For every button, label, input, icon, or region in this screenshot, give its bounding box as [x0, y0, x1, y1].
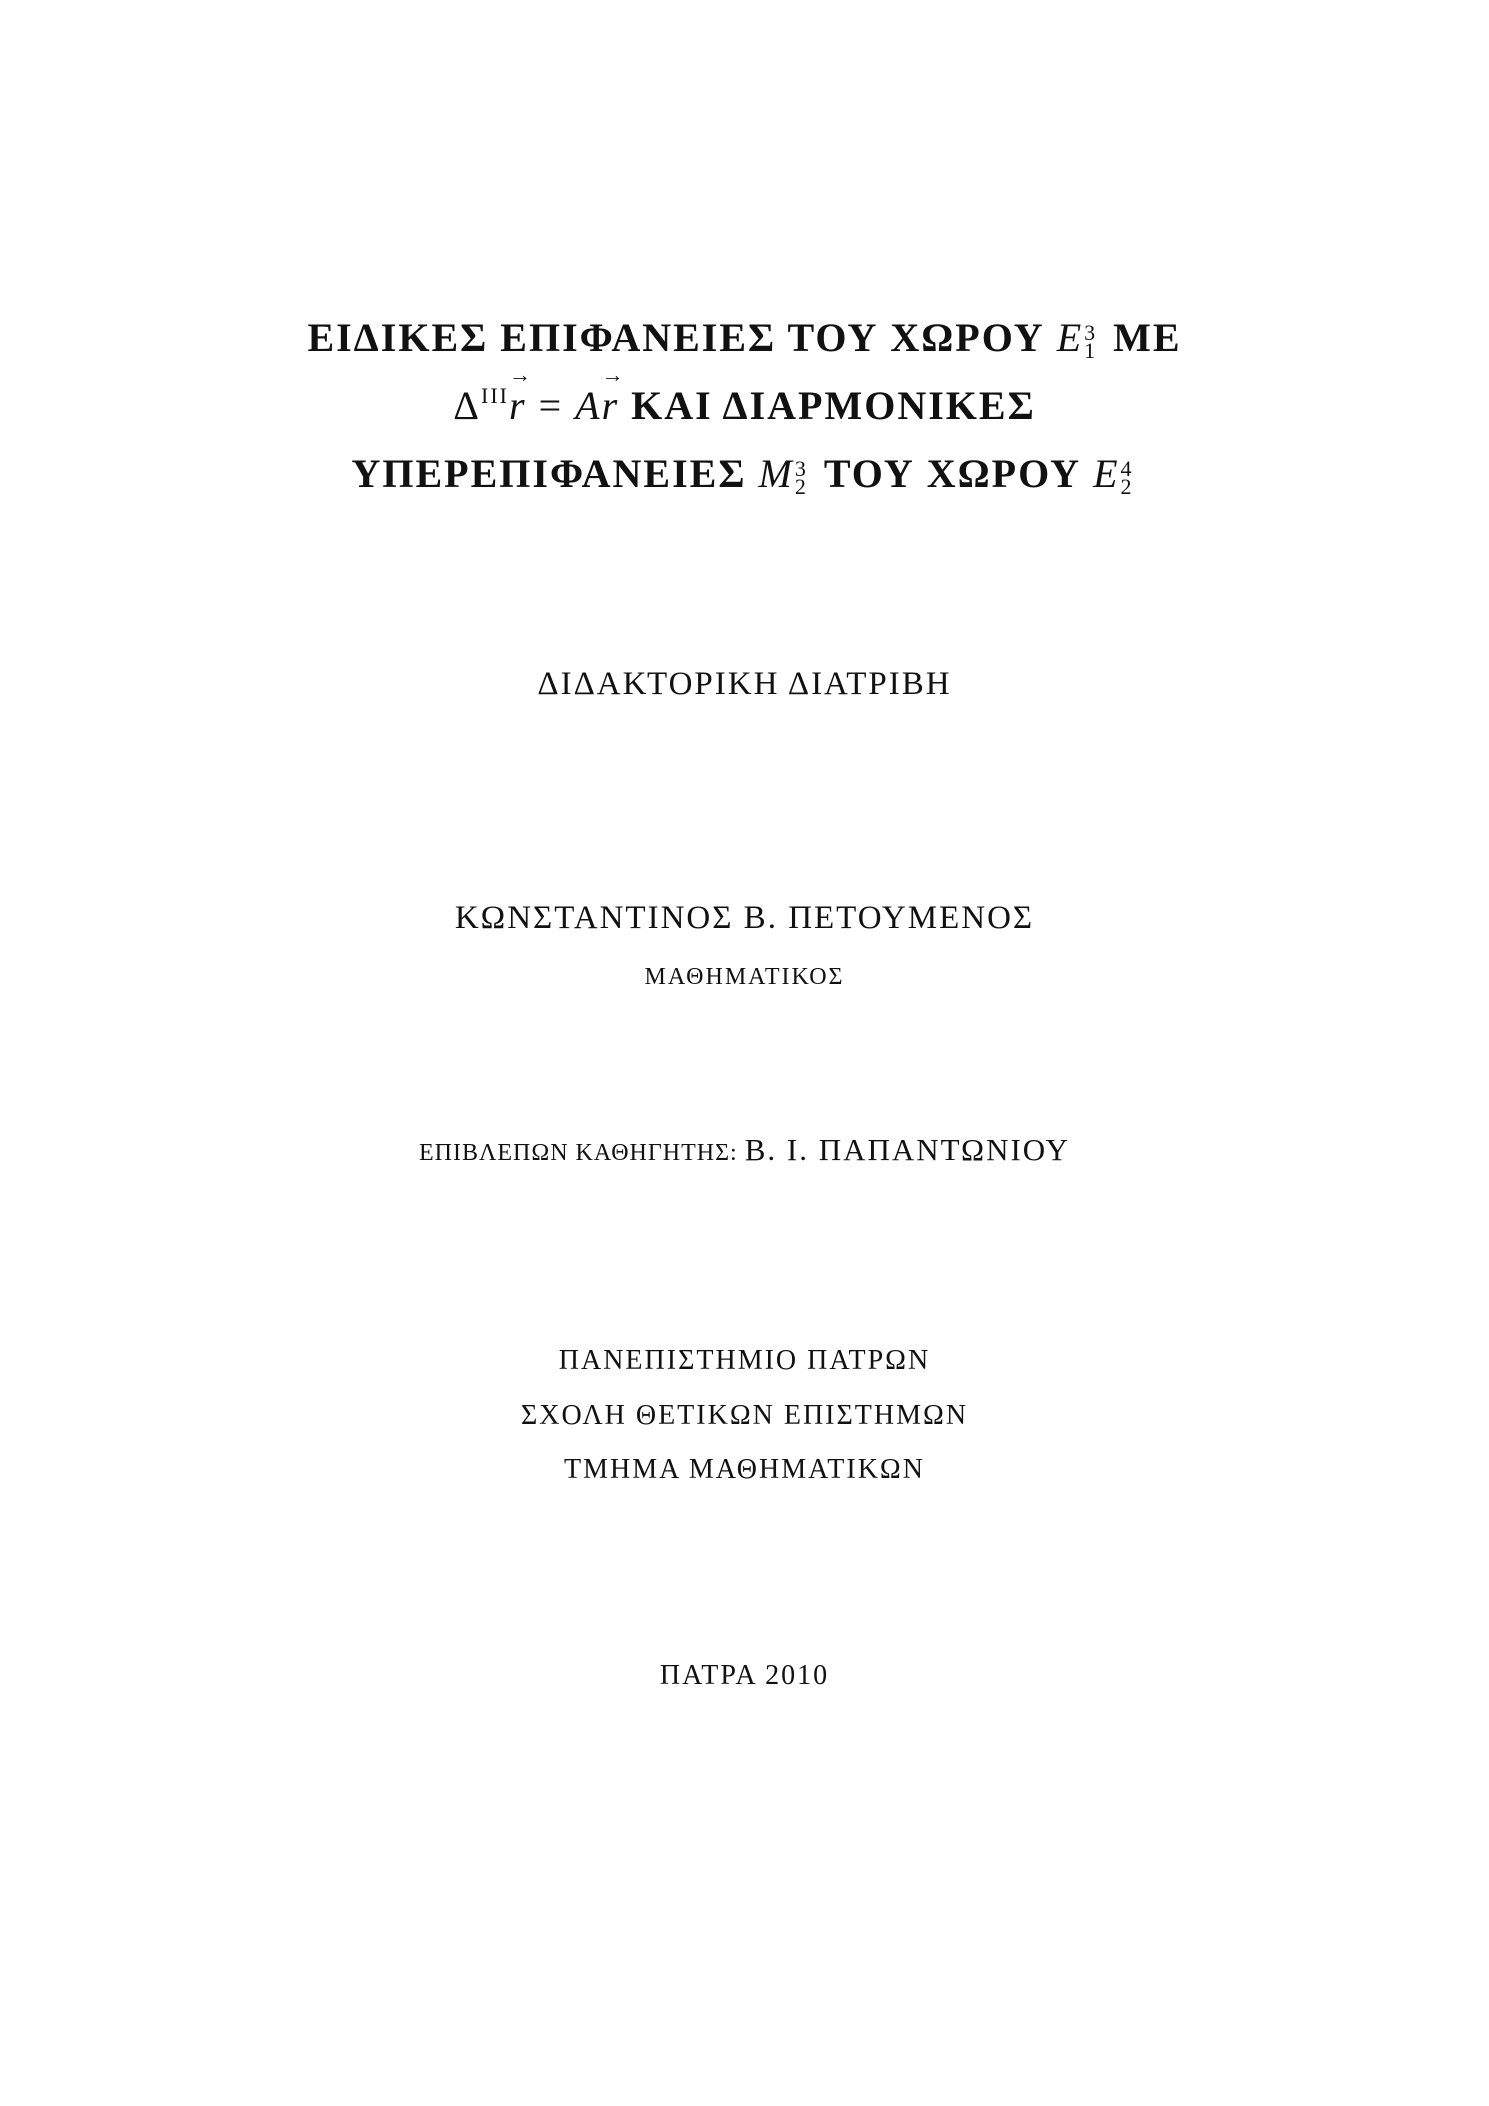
author-profession: ΜΑΘΗΜΑΤΙΚΟΣ: [644, 964, 845, 990]
equals-sign: =: [538, 383, 564, 428]
formula: [453, 383, 619, 428]
space-symbol-e31: [1056, 315, 1101, 363]
title-line-2: [0, 383, 1489, 428]
title-line-2-text: ΚΑΙ ΔΙΑΡΜΟΝΙΚΕΣ: [631, 383, 1036, 428]
manifold-m: M: [758, 451, 794, 496]
thesis-type: ΔΙΔΑΚΤΟΡΙΚΗ ΔΙΑΤΡΙΒΗ: [537, 666, 952, 702]
space-e-sub: 1: [1084, 337, 1098, 363]
space-e-sup: 3: [1084, 319, 1098, 345]
supervisor-line: [0, 1132, 1489, 1168]
manifold-m-sub: 2: [794, 473, 808, 499]
department: ΤΜΗΜΑ ΜΑΘΗΜΑΤΙΚΩΝ: [564, 1454, 925, 1485]
manifold-m-indices: [794, 455, 808, 499]
title-line-1: [0, 315, 1489, 363]
title-line-1-text: ΕΙΔΙΚΕΣ ΕΠΙΦΑΝΕΙΕΣ ΤΟΥ ΧΩΡΟΥ: [307, 315, 1045, 360]
author-name: ΚΩΝΣΤΑΝΤΙΝΟΣ Β. ΠΕΤΟΥΜΕΝΟΣ: [454, 900, 1035, 936]
place-date: ΠΑΤΡΑ 2010: [659, 1660, 830, 1691]
vector-r: r →: [509, 386, 527, 426]
space-e-4-indices: [1120, 455, 1134, 499]
title-line-3-mid: ΤΟΥ ΧΩΡΟΥ: [823, 451, 1082, 496]
space-e-4-sup: 4: [1120, 455, 1134, 481]
university: ΠΑΝΕΠΙΣΤΗΜΙΟ ΠΑΤΡΩΝ: [558, 1345, 931, 1376]
manifold-m-sup: 3: [794, 455, 808, 481]
title-line-1-end: ΜΕ: [1113, 315, 1182, 360]
title-line-3: [0, 451, 1489, 499]
space-e-indices: [1084, 319, 1098, 363]
manifold-symbol-m32: [758, 451, 812, 499]
vector-r-2: r →: [602, 386, 620, 426]
space-e-4: E: [1093, 451, 1120, 496]
space-e: E: [1056, 315, 1084, 360]
supervisor-label: ΕΠΙΒΛΕΠΩΝ ΚΑΘΗΓΗΤΗΣ:: [418, 1140, 738, 1166]
delta-symbol: Δ: [453, 383, 481, 428]
space-e-4-sub: 2: [1120, 473, 1134, 499]
constant-a: A: [575, 383, 602, 428]
school: ΣΧΟΛΗ ΘΕΤΙΚΩΝ ΕΠΙΣΤΗΜΩΝ: [520, 1400, 969, 1431]
delta-superscript: III: [481, 383, 509, 408]
space-symbol-e42: [1093, 451, 1137, 499]
supervisor-name: Β. Ι. ΠΑΠΑΝΤΩΝΙΟΥ: [744, 1132, 1071, 1167]
title-line-3-text: ΥΠΕΡΕΠΙΦΑΝΕΙΕΣ: [351, 451, 747, 496]
